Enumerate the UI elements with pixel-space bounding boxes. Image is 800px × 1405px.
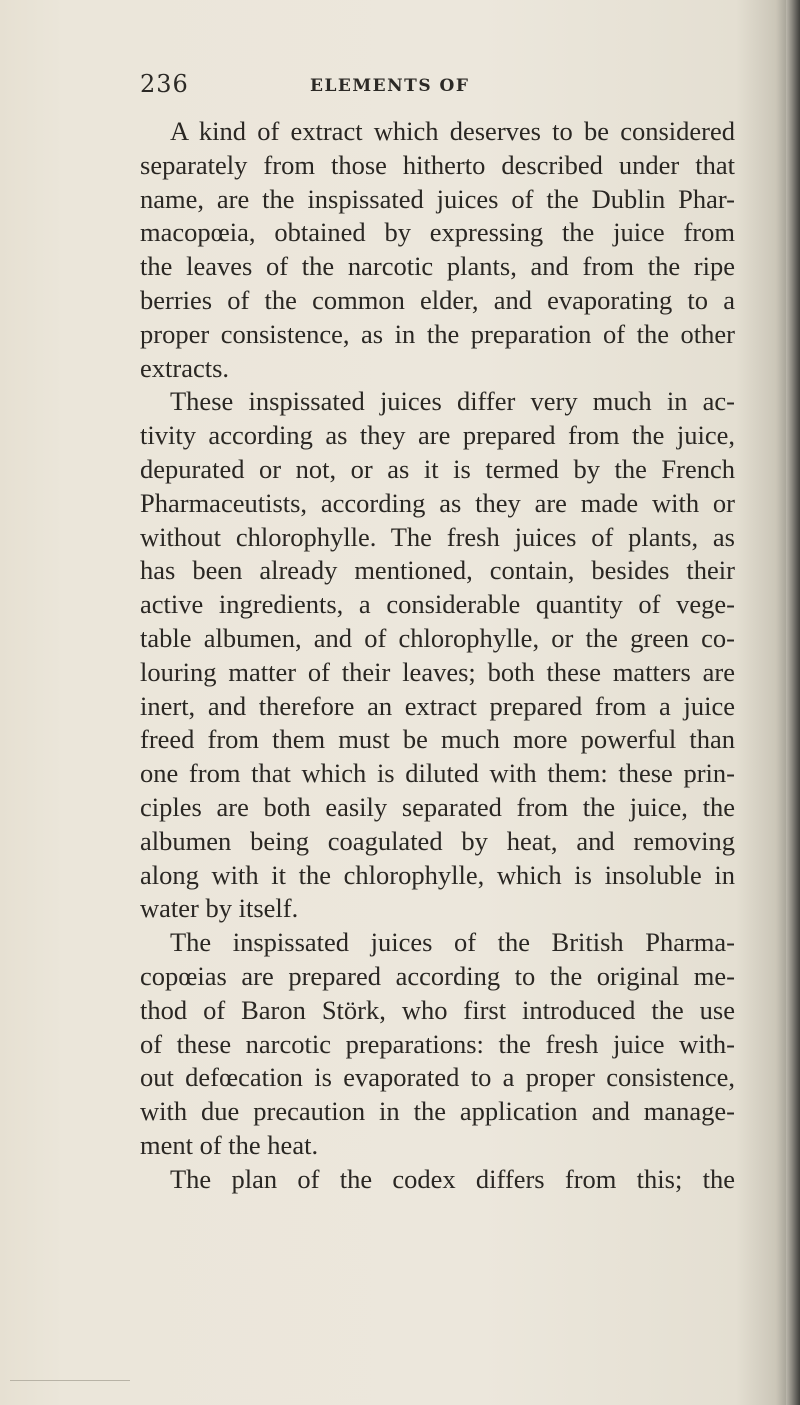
text-line: thod of Baron Störk, who first introduced the use [140,994,735,1025]
text-line: proper consistence, as in the preparation of the other [140,318,735,349]
text-line: A kind of extract which deserves to be considered [170,116,735,146]
paragraph [140,385,735,926]
text-line: copœias are prepared according to the original me- [140,960,735,991]
text-line: depurated or not, or as it is termed by the French [140,453,735,484]
page-header [140,70,660,110]
text-line: name, are the inspissated juices of the Dublin Phar- [140,183,735,214]
text-line: louring matter of their leaves; both these matters are [140,656,735,687]
page-number: 236 [140,70,189,98]
text-line: freed from them must be much more powerful than [140,724,735,755]
paragraph [140,115,735,385]
text-line: table albumen, and of chlorophylle, or the green co- [140,622,735,653]
text-line: tivity according as they are prepared from the juice, [140,420,735,451]
text-line: without chlorophylle. The fresh juices of plants, as [140,521,735,552]
bottom-rule [10,1380,130,1381]
text-line: separately from those hitherto described under that [140,149,735,180]
text-line: berries of the common elder, and evaporating to a [140,284,735,315]
text-line: ciples are both easily separated from the juice, the [140,791,735,822]
text-line: along with it the chlorophylle, which is insoluble in [140,859,735,890]
text-line: of these narcotic preparations: the fresh juice with- [140,1028,735,1059]
text-line: The plan of the codex differs from this; the [170,1163,735,1194]
running-head: ELEMENTS OF [310,76,470,96]
paragraph [140,926,735,1163]
text-line: macopœia, obtained by expressing the juice from [140,217,735,248]
text-line: ment of the heat. [140,1129,319,1160]
body-text [140,115,735,1197]
page-edge-shadow [786,0,800,1405]
text-line: the leaves of the narcotic plants, and from the ripe [140,251,735,282]
paragraph [140,1163,735,1197]
text-line: Pharmaceutists, according as they are made with or [140,487,735,518]
text-line: out defœcation is evaporated to a proper consistence, [140,1062,735,1093]
text-line: one from that which is diluted with them: these prin- [140,758,735,789]
text-line: water by itself. [140,893,299,924]
text-line: extracts. [140,352,230,383]
text-line: albumen being coagulated by heat, and removing [140,825,735,856]
text-line: active ingredients, a considerable quantity of vege- [140,589,735,620]
text-line: has been already mentioned, contain, besides their [140,555,735,586]
text-line: inert, and therefore an extract prepared from a juice [140,690,735,721]
text-line: The inspissated juices of the British Pharma- [170,927,735,958]
text-line: These inspissated juices differ very much in ac- [170,386,735,417]
text-line: with due precaution in the application and manage- [140,1096,735,1127]
